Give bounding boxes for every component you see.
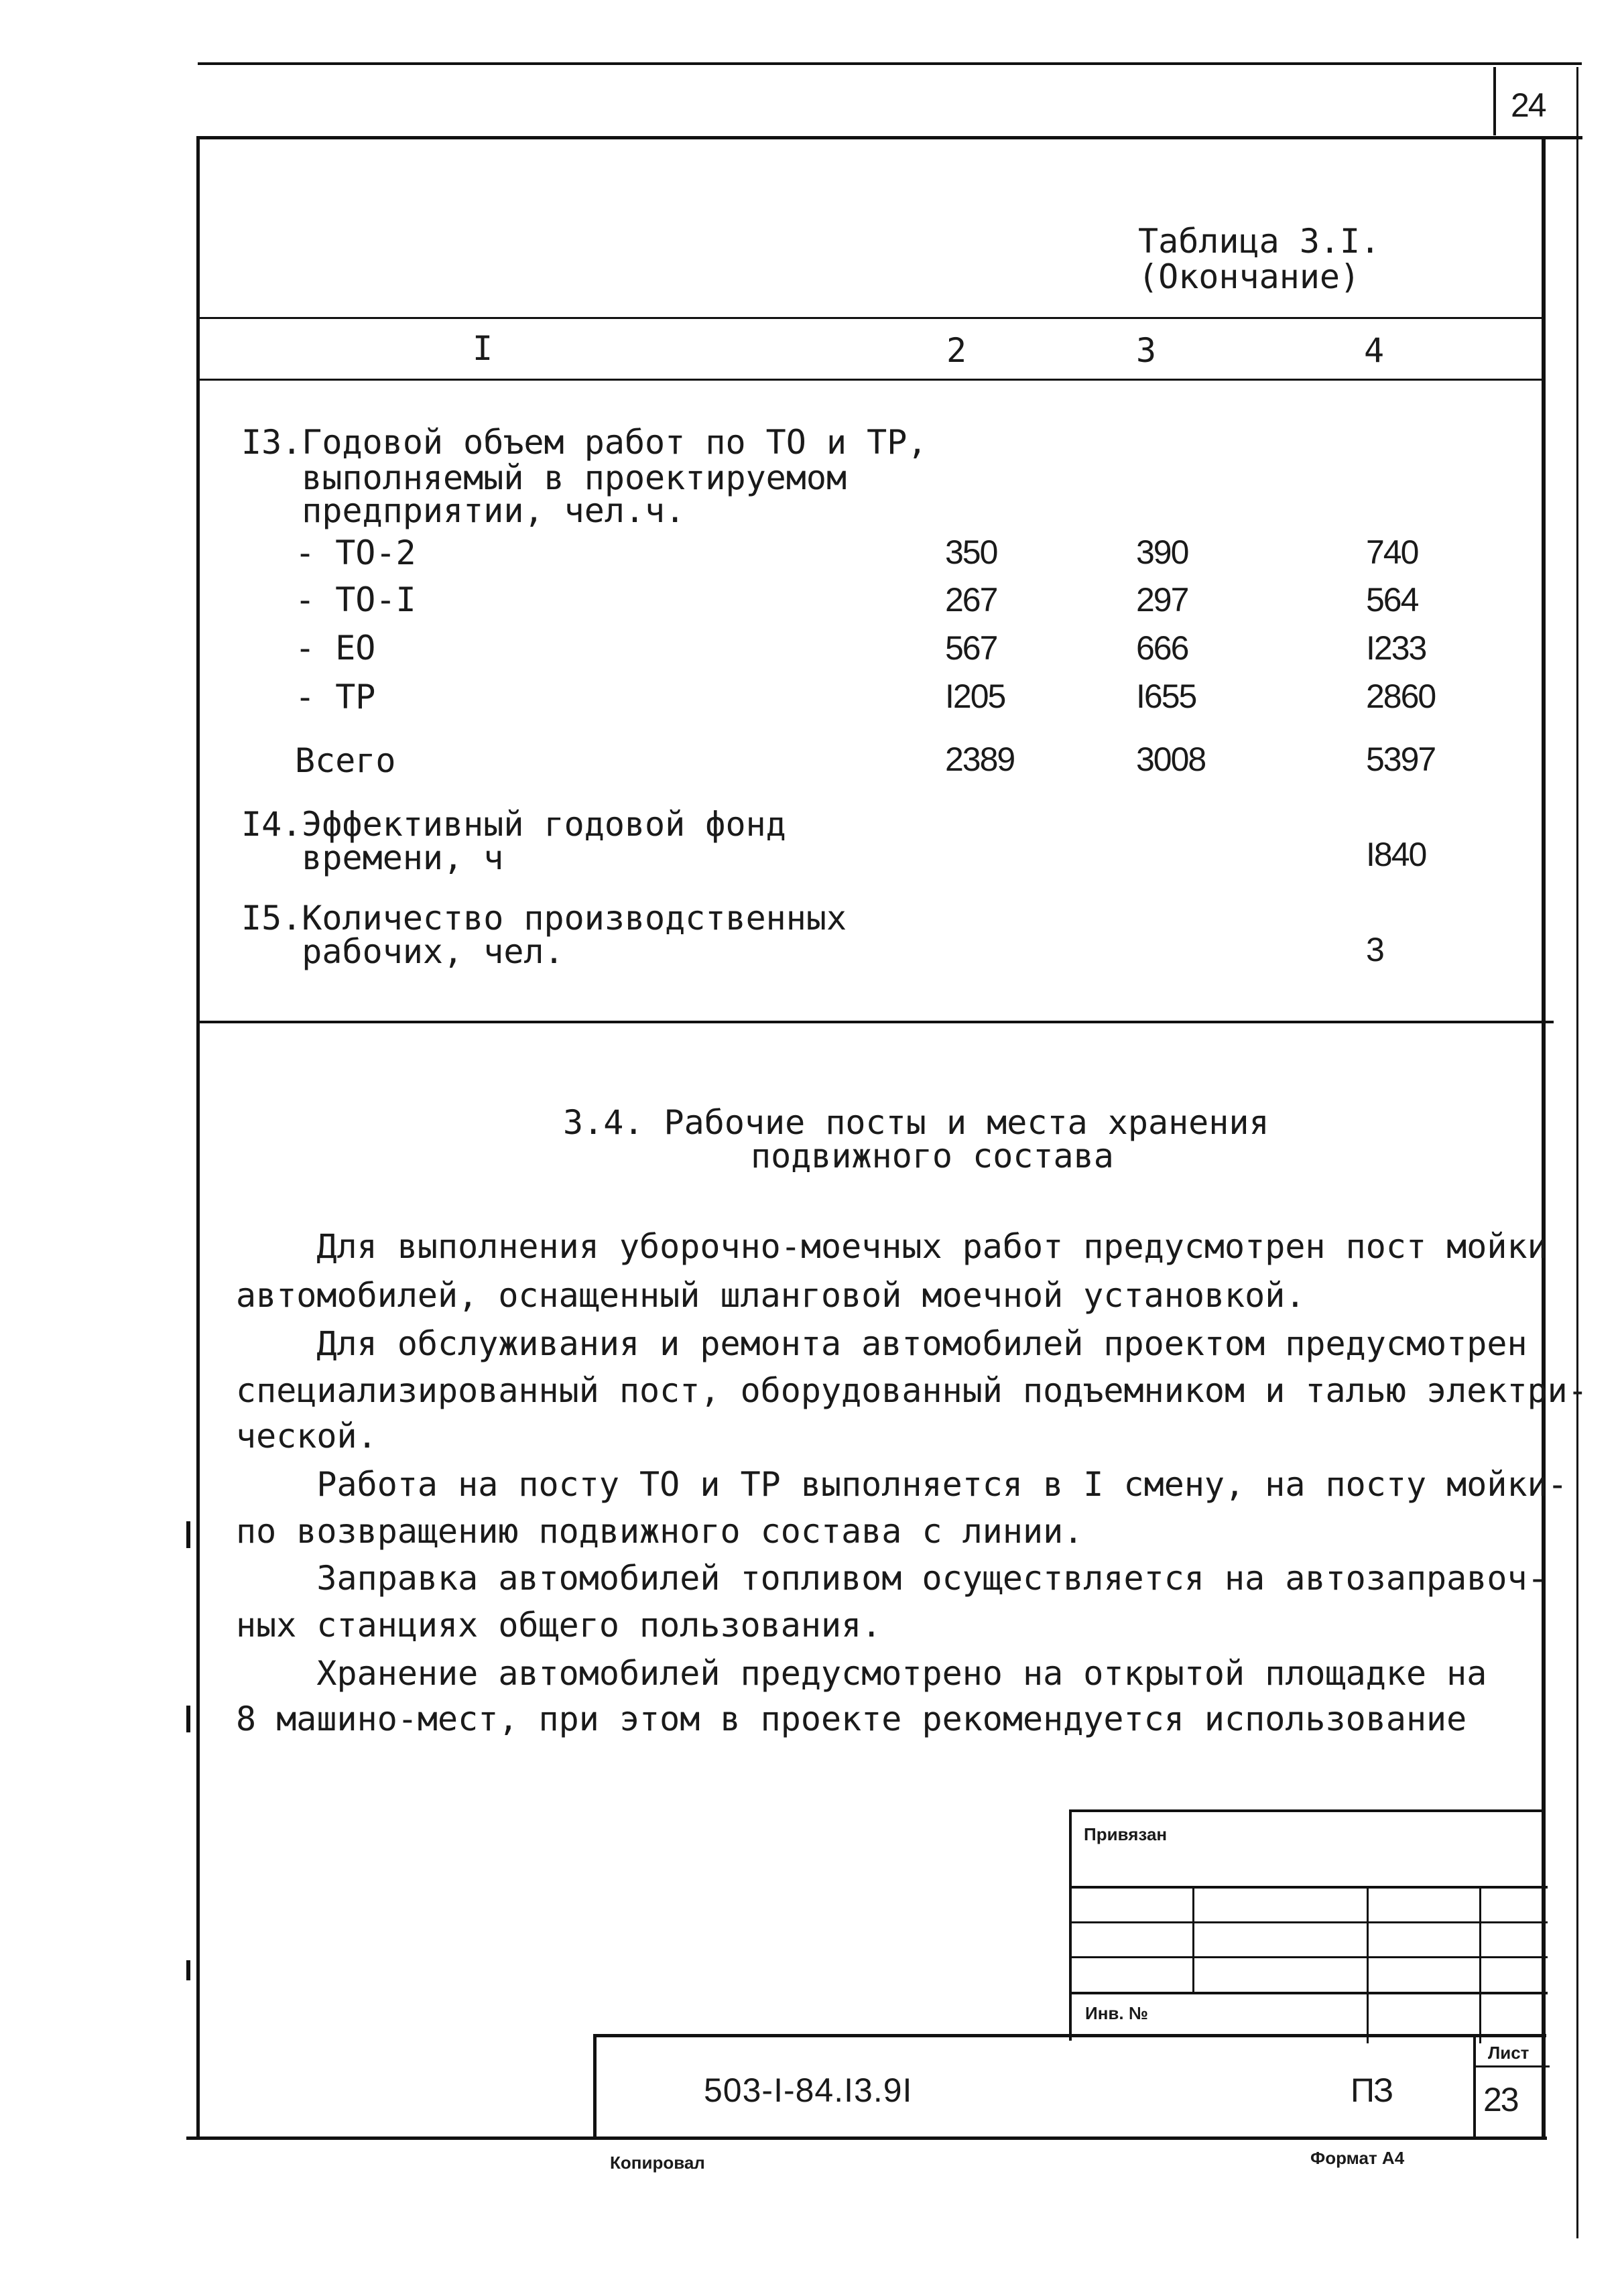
row-tr-label: - ТР <box>295 678 376 716</box>
stamp-rule <box>1072 1956 1548 1958</box>
row-total-c4: 5397 <box>1366 741 1436 778</box>
margin-tick <box>186 1706 190 1732</box>
col-header-2: 2 <box>946 331 967 370</box>
page-number-box <box>1493 67 1576 135</box>
margin-tick <box>186 1960 190 1980</box>
format-label: Формат А4 <box>1310 2148 1405 2168</box>
row-to1-c2: 267 <box>945 581 997 619</box>
body-line: 8 машино-мест, при этом в проекте рекомендуется использование <box>236 1700 1467 1738</box>
body-line: ных станциях общего пользования. <box>236 1606 882 1645</box>
table-caption-line2: (Окончание) <box>1138 257 1361 296</box>
body-line: ческой. <box>236 1417 377 1456</box>
stamp-rule <box>1072 1886 1548 1889</box>
sheet-number: 23 <box>1483 2081 1518 2118</box>
row-to2-label: - ТО-2 <box>295 533 416 572</box>
margin-tick <box>186 1521 190 1548</box>
row-eo-c2: 567 <box>945 629 997 667</box>
section-title-line2: подвижного состава <box>751 1137 1114 1175</box>
body-line: Заправка автомобилей топливом осуществляется на автозаправоч- <box>236 1559 1548 1598</box>
item13-line2: выполняемый в проектируемом <box>241 458 847 497</box>
row-to1-label: - ТО-I <box>295 580 416 619</box>
sheet-label: Лист <box>1488 2043 1530 2063</box>
col-header-4: 4 <box>1364 331 1385 370</box>
col-header-1: I <box>473 329 493 368</box>
document-code: ПЗ <box>1351 2071 1393 2109</box>
sheet-rule <box>1473 2065 1550 2067</box>
row-total-c3: 3008 <box>1136 741 1206 778</box>
row-to1-c3: 297 <box>1136 581 1188 619</box>
frame-top <box>196 136 1582 139</box>
copied-label: Копировал <box>610 2153 705 2173</box>
body-line: Хранение автомобилей предусмотрено на открытой площадке на <box>236 1654 1487 1693</box>
row-tr-c4: 2860 <box>1366 678 1436 715</box>
stamp-rule <box>1072 1921 1548 1923</box>
body-line: автомобилей, оснащенный шланговой моечной установкой. <box>236 1276 1306 1315</box>
row-eo-c4: I233 <box>1366 629 1426 667</box>
item14-line1: I4.Эффективный годовой фонд <box>241 805 786 844</box>
stamp-vrule <box>1479 1886 1481 2043</box>
body-line: Для обслуживания и ремонта автомобилей проектом предусмотрен <box>236 1324 1527 1363</box>
body-line: по возвращению подвижного состава с линии. <box>236 1512 1084 1551</box>
stamp-rule <box>1072 1992 1548 1994</box>
item15-line1: I5.Количество производственных <box>241 899 847 938</box>
row-tr-c3: I655 <box>1136 678 1196 715</box>
col-header-3: 3 <box>1136 331 1157 370</box>
item13-line3: предприятии, чел.ч. <box>241 491 686 530</box>
page-number: 24 <box>1511 86 1546 124</box>
stamp-vrule <box>1192 1886 1194 1993</box>
sheet-vrule <box>1473 2037 1476 2140</box>
item15-line2: рабочих, чел. <box>241 932 564 971</box>
frame-left <box>196 136 200 2140</box>
row-to2-c4: 740 <box>1366 533 1418 571</box>
item14-c4: I840 <box>1366 836 1426 873</box>
table-end-rule <box>200 1021 1554 1023</box>
table-caption-line1: Таблица 3.I. <box>1138 222 1381 261</box>
privyazan-label: Привязан <box>1084 1824 1168 1844</box>
row-to2-c2: 350 <box>945 533 997 571</box>
body-line: Для выполнения уборочно-моечных работ предусмотрен пост мойки <box>236 1227 1548 1266</box>
body-line: Работа на посту ТО и ТР выполняется в I смену, на посту мойки- <box>236 1465 1568 1504</box>
body-line: специализированный пост, оборудованный подъемником и талью электри- <box>236 1371 1588 1410</box>
section-title-line1: 3.4. Рабочие посты и места хранения <box>563 1103 1269 1142</box>
outer-right-edge <box>1576 67 1578 2238</box>
binding-stamp <box>1069 1809 1545 2041</box>
row-to1-c4: 564 <box>1366 581 1418 619</box>
item15-c4: 3 <box>1366 931 1383 968</box>
row-total-c2: 2389 <box>945 741 1015 778</box>
table-header-bottom-rule <box>200 379 1542 381</box>
title-block <box>593 2034 1546 2140</box>
row-eo-label: - ЕО <box>295 629 376 667</box>
stamp-vrule <box>1367 1886 1369 2043</box>
row-eo-c3: 666 <box>1136 629 1188 667</box>
document-designation: 503-I-84.I3.9I <box>704 2071 913 2109</box>
row-total-label: Всего <box>295 741 396 780</box>
table-header-top-rule <box>200 317 1542 319</box>
item13-line1: I3.Годовой объем работ по ТО и ТР, <box>241 423 928 462</box>
inv-no-label: Инв. № <box>1085 2003 1148 2023</box>
row-to2-c3: 390 <box>1136 533 1188 571</box>
row-tr-c2: I205 <box>945 678 1005 715</box>
item14-line2: времени, ч <box>241 838 504 877</box>
top-rule <box>198 62 1582 65</box>
